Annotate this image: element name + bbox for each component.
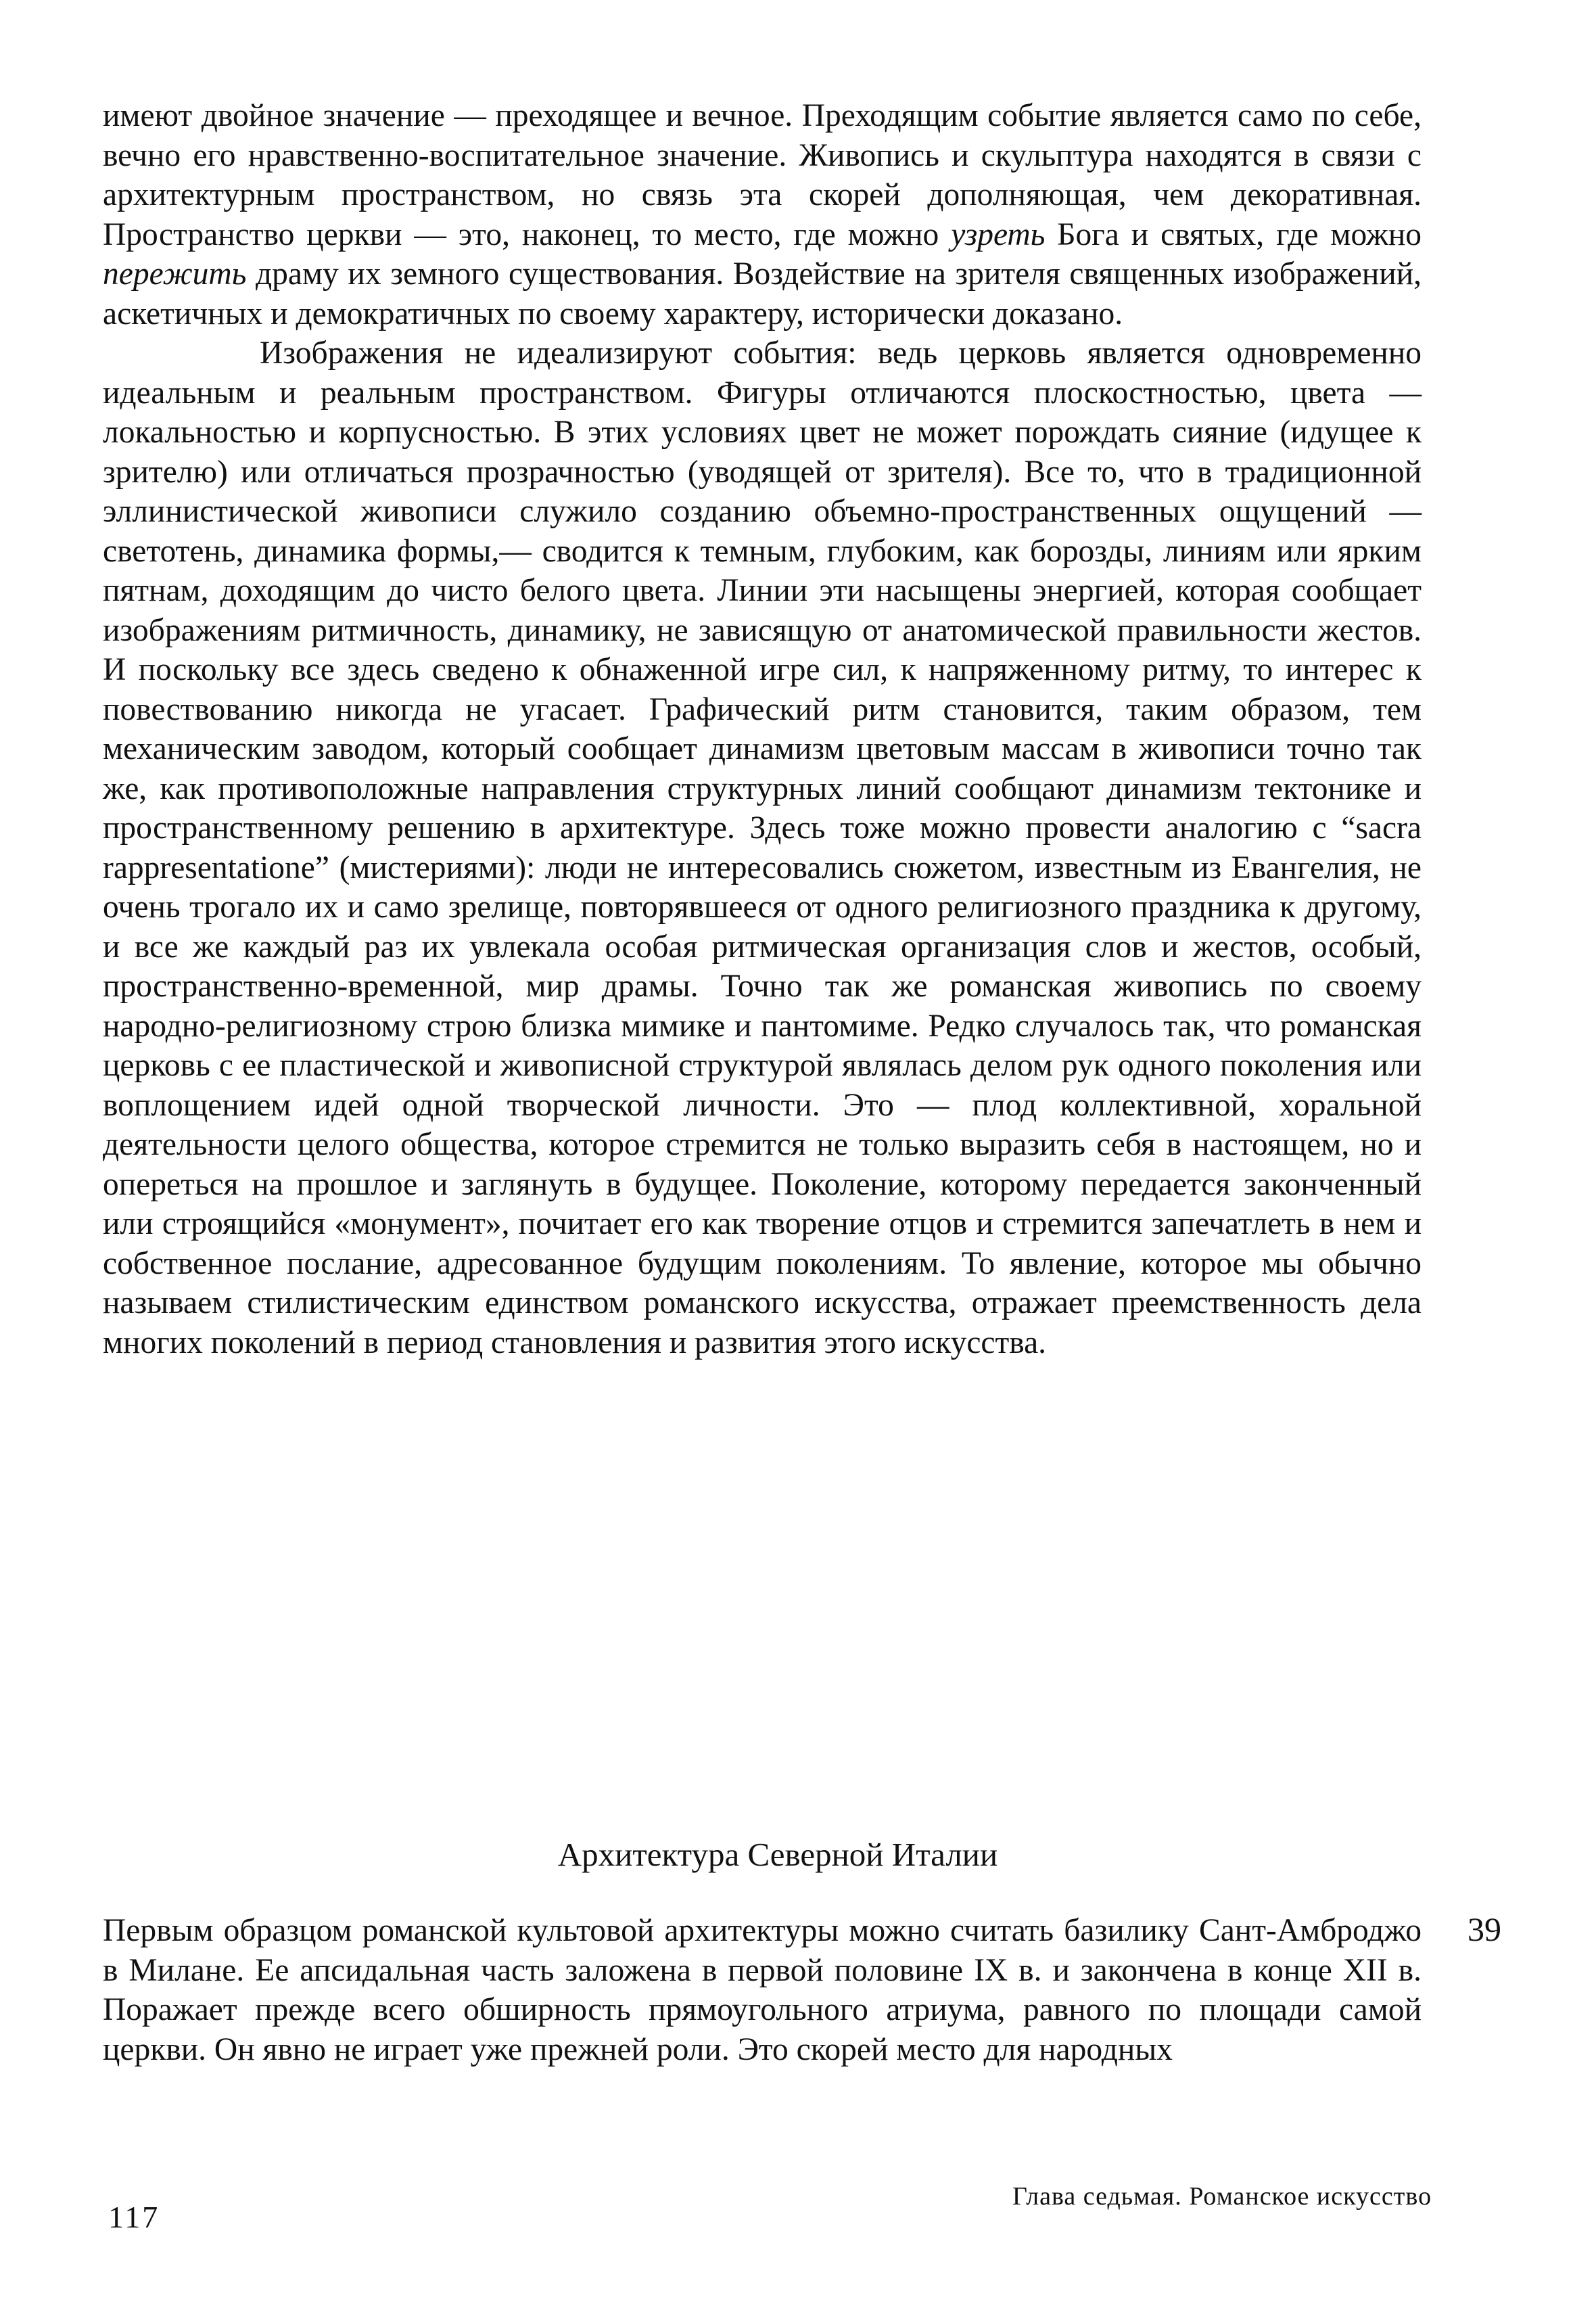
emphasis-text: узреть <box>951 216 1046 252</box>
section-paragraph: Первым образцом романской культовой архитектуры можно считать базилику Сант-Амброджо в Милане. Ее апсидальная часть заложена в первой половине IX в. и закончена в конце XII в. Поражает прежде всего обширность прямоугольного атриума, равного по площади самой церкви. Он явно не играет уже прежней роли. Это скорей место для народных <box>103 1913 1422 2067</box>
paragraph-1 <box>103 96 1422 333</box>
body-text <box>103 96 1422 1362</box>
margin-number: 39 <box>1468 1910 1501 1948</box>
paragraph-text-segment: Изображения не идеализируют события: ведь церковь является одновременно идеальным и реальным пространством. Фигуры отличаются плоскостностью, цвета — локальностью и корпусностью. В этих условиях цвет не может порождать сияние (идущее к зрителю) или отличаться прозрачностью (уводящей от зрителя). Все то, что в традиционной эллинистической живописи служило созданию объемно-пространственных ощущений — светотень, динамика формы,— сводится к темным, глубоким, как борозды, линиям или ярким пятнам, доходящим до чисто белого цвета. Линии эти насыщены энергией, которая сообщает изображениям ритмичность, динамику, не зависящую от анатомической правильности жестов. И поскольку все здесь сведено к обнаженной игре сил, к напряженному ритму, то интерес к повествованию никогда не угасает. Графический ритм становится, таким образом, тем механическим заводом, который сообщает динамизм цветовым массам в живописи точно так же, как противоположные направления структурных линий сообщают динамизм тектонике и пространственному решению в архитектуре. Здесь тоже можно провести аналогию с “sacra rappresentatione” (мистериями): люди не интересовались сюжетом, известным из Евангелия, не очень трогало их и само зрелище, повторявшееся от одного религиозного праздника к другому, и все же каждый раз их увлекала особая ритмическая организация слов и жестов, особый, пространственно-временной, мир драмы. Точно так же романская живопись по своему народно-религиозному строю близка мимике и пантомиме. Редко случалось так, что романская церковь с ее пластической и живописной структурой являлась делом рук одного поколения или воплощением идей одной творческой личности. Это — плод коллективной, хоральной деятельности целого общества, которое стремится не только выразить себя в настоящем, но и опереться на прошлое и заглянуть в будущее. Поколение, которому передается законченный или строящийся «монумент», почитает его как творение отцов и стремится запечатлеть в нем и собственное послание, адресованное будущим поколениям. То явление, которое мы обычно называем стилистическим единством романского искусства, отражает преемственность дела многих поколений в период становления и развития этого искусства. <box>103 336 1422 1360</box>
paragraph-text-segment: Бога и святых, где можно <box>1045 216 1422 252</box>
paragraph-text-segment: драму их земного существования. Воздействие на зрителя священных изображений, аскетичных и демократичных по своему характеру, исторически доказано. <box>103 256 1422 331</box>
running-footer-title: Глава седьмая. Романское искусство <box>1012 2182 1432 2211</box>
paragraph-text-segment: имеют двойное значение — преходящее и вечное. Преходящим событие является само по себе, вечно его нравственно-воспитательное значение. Живопись и скульптура находятся в связи с архитектурным пространством, но связь эта скорей дополняющая, чем декоративная. Пространство церкви — это, наконец, то место, где можно <box>103 98 1422 252</box>
section-heading: Архитектура Северной Италии <box>557 1836 998 1873</box>
page-number: 117 <box>108 2200 160 2234</box>
emphasis-text: пережить <box>103 256 247 292</box>
paragraph-2 <box>103 333 1422 1362</box>
